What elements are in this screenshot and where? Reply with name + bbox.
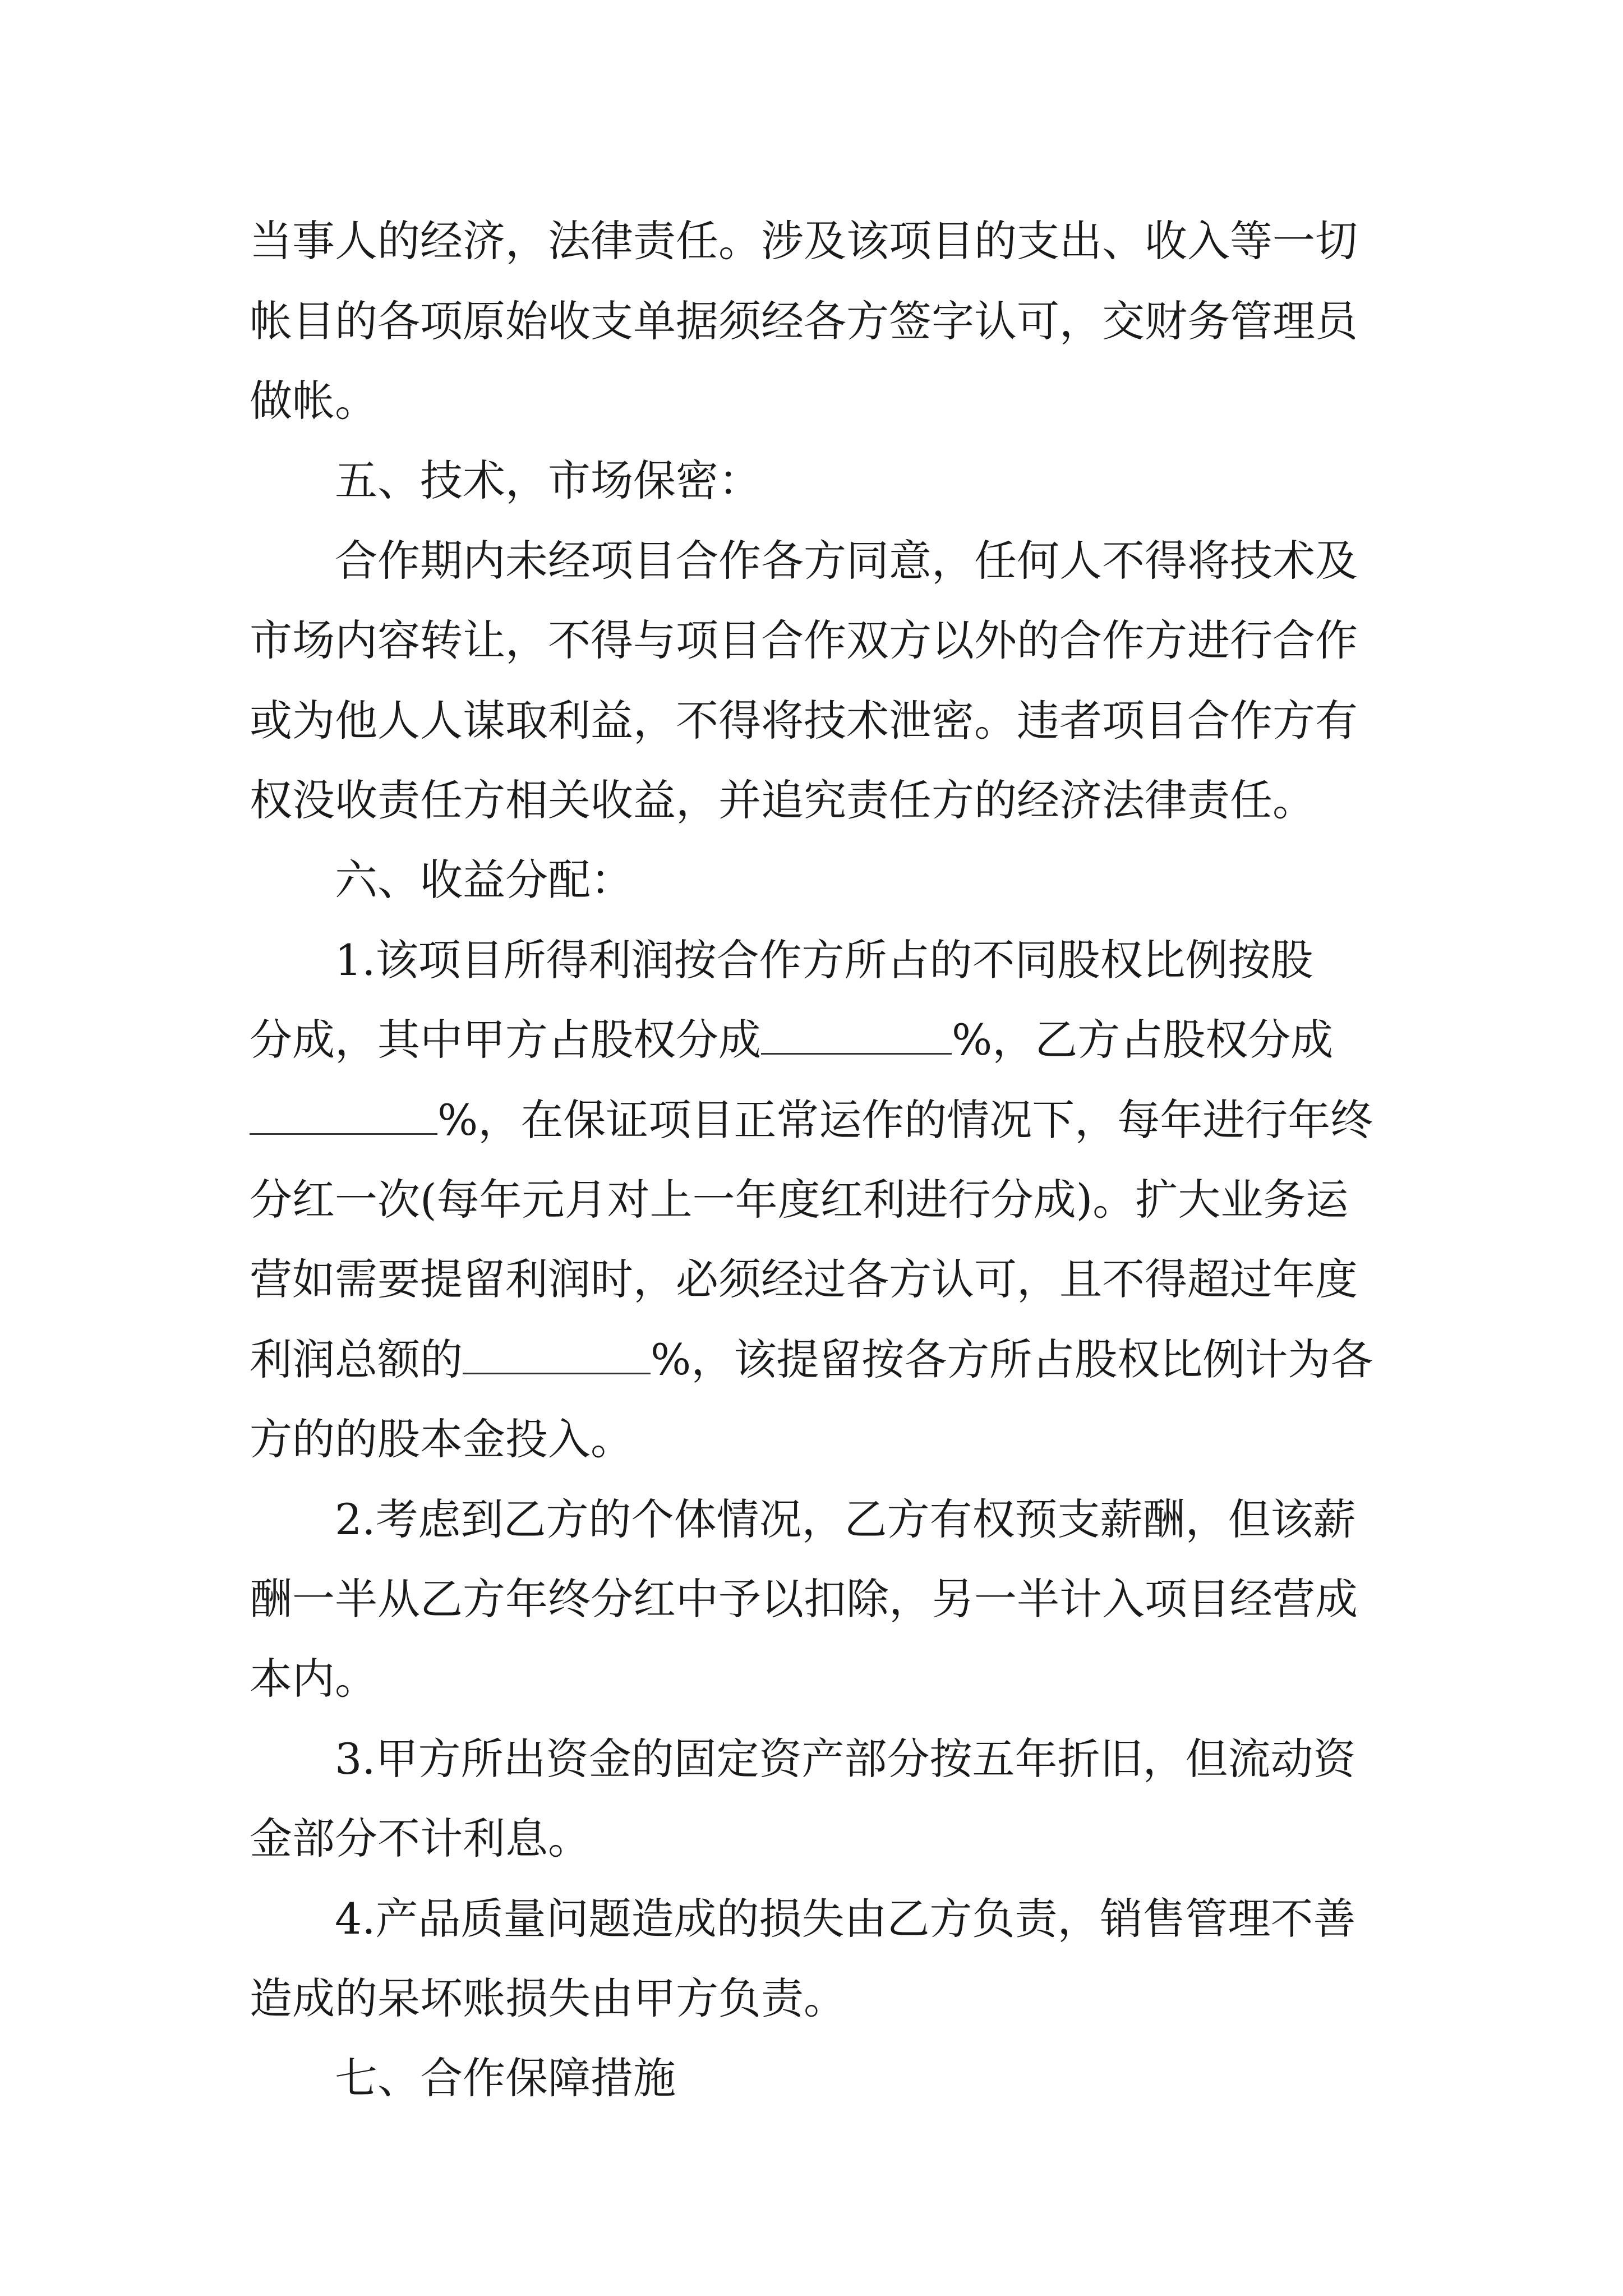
section-heading: 七、合作保障措施: [335, 2053, 676, 2103]
text-segment: %，在保证项目正常运作的情况下，每年进行年终: [437, 1095, 1373, 1145]
fill-in-blank: [761, 1013, 952, 1055]
text-line: 当事人的经济，法律责任。涉及该项目的支出、收入等一切: [250, 216, 1358, 266]
text-segment: 利润总额的: [250, 1335, 463, 1384]
text-line: 分红一次(每年元月对上一年度红利进行分成)。扩大业务运: [250, 1175, 1349, 1225]
text-line: 做帐。: [250, 376, 377, 426]
text-line: 营如需要提留利润时，必须经过各方认可，且不得超过年度: [250, 1254, 1358, 1304]
text-line: [250, 1092, 1373, 1148]
text-segment: %，乙方占股权分成: [952, 1015, 1334, 1065]
text-line: 方的的股本金投入。: [250, 1414, 633, 1464]
text-line: 3.甲方所出资金的固定资产部分按五年折旧，但流动资: [335, 1734, 1356, 1784]
section-heading: 六、收益分配：: [335, 855, 633, 905]
section-heading: 五、技术，市场保密：: [335, 455, 761, 505]
text-line: 酬一半从乙方年终分红中予以扣除，另一半计入项目经营成: [250, 1574, 1358, 1624]
text-segment: %，该提留按各方所占股权比例计为各: [651, 1335, 1373, 1384]
text-line: 或为他人人谋取利益，不得将技术泄密。违者项目合作方有: [250, 696, 1358, 746]
text-segment: 分成，其中甲方占股权分成: [250, 1015, 761, 1065]
text-line: 合作期内未经项目合作各方同意，任何人不得将技术及: [335, 536, 1358, 586]
text-line: 本内。: [250, 1654, 377, 1704]
text-line: 1.该项目所得利润按合作方所占的不同股权比例按股: [335, 935, 1313, 985]
text-line: 市场内容转让，不得与项目合作双方以外的合作方进行合作: [250, 615, 1358, 665]
text-line: 帐目的各项原始收支单据须经各方签字认可，交财务管理员: [250, 296, 1358, 346]
text-line: 4.产品质量问题造成的损失由乙方负责，销售管理不善: [335, 1894, 1356, 1944]
text-line: 金部分不计利息。: [250, 1814, 591, 1864]
text-line: 权没收责任方相关收益，并追究责任方的经济法律责任。: [250, 775, 1315, 825]
text-line: [250, 1012, 1333, 1068]
fill-in-blank: [463, 1332, 651, 1374]
text-line: 2.考虑到乙方的个体情况，乙方有权预支薪酬，但该薪: [335, 1494, 1356, 1544]
text-line: 造成的呆坏账损失由甲方负责。: [250, 1973, 846, 2023]
fill-in-blank: [250, 1093, 437, 1135]
text-line: [250, 1332, 1373, 1388]
